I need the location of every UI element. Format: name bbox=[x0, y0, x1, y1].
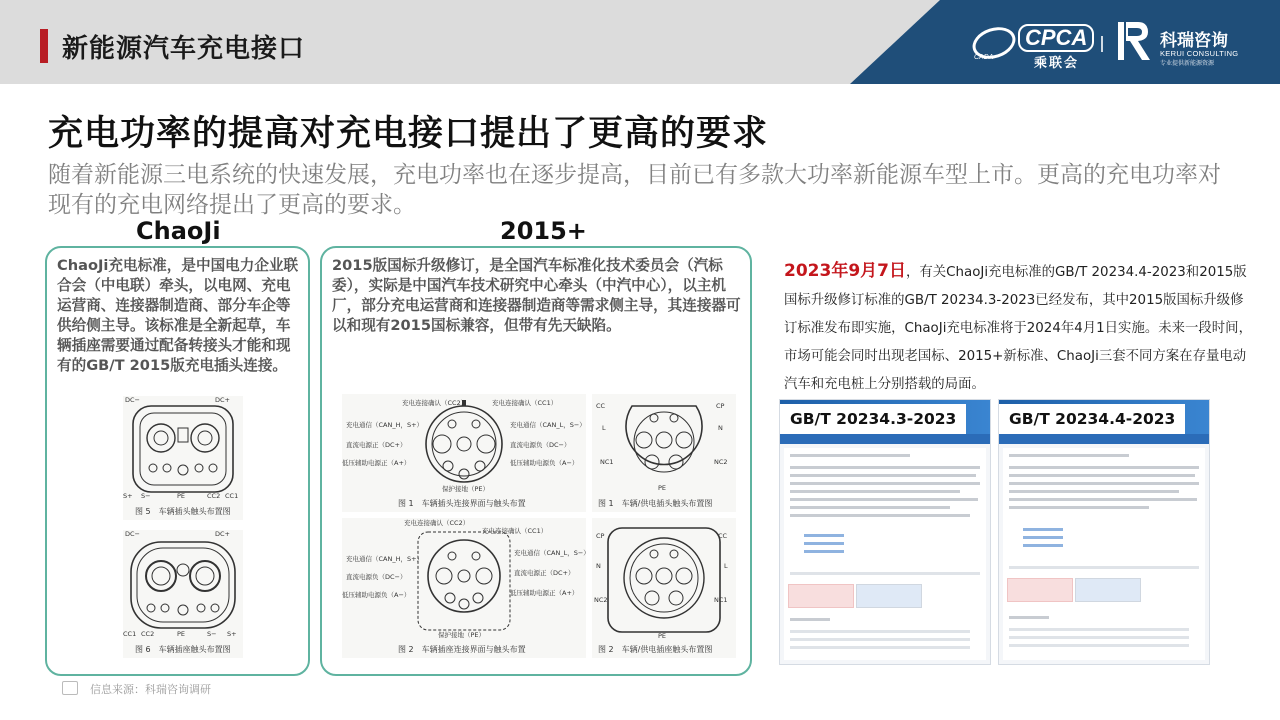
gb2015-dc-socket-diagram bbox=[342, 518, 590, 658]
chaoji-plug-diagram bbox=[123, 396, 243, 520]
gb-plug-label-apos: 低压辅助电源正（A+） bbox=[342, 459, 411, 467]
chaoji-plug-drawing bbox=[123, 396, 243, 500]
release-date: 2023年9月7日 bbox=[784, 261, 906, 281]
socket-pin-dcpos: DC+ bbox=[215, 530, 230, 538]
header-accent-bar bbox=[40, 29, 48, 63]
screenshot-nav bbox=[999, 434, 1209, 444]
gb-socket-label-cc2: 充电连接确认（CC2） bbox=[404, 519, 470, 527]
gb-plug-label-cc1: 充电连接确认（CC1） bbox=[492, 399, 558, 407]
gb2015-fig1-caption: 图 1 车辆插头连接界面与触头布置 bbox=[398, 499, 526, 508]
gb-plug-label-can-l: 充电通信（CAN_L，S−） bbox=[510, 421, 586, 429]
cpca-logo bbox=[972, 24, 1090, 71]
screenshot-body bbox=[1003, 448, 1205, 660]
chaoji-description: ChaoJi充电标准，是中国电力企业联合会（中电联）牵头，以电网、充电运营商、连接器制造商、部分车企等供给侧主导。该标准是全新起草，车辆插座需要通过配备转接头才能和现有的GB/T 2015版充电插头连接。 bbox=[57, 257, 299, 374]
plug-pin-cc1: CC1 bbox=[225, 492, 239, 500]
ac-plug-pin-pe: PE bbox=[658, 484, 667, 492]
screenshot-nav bbox=[780, 434, 990, 444]
standard-screenshot-3 bbox=[779, 399, 991, 665]
screenshot-tag-4: GB/T 20234.4-2023 bbox=[999, 404, 1185, 434]
gb2015-ac-plug-diagram bbox=[592, 394, 736, 512]
ac-socket-pin-nc1: NC1 bbox=[714, 596, 728, 604]
gb2015-fig3-caption: 图 1 车辆/供电插头触头布置图 bbox=[598, 499, 713, 508]
gb-socket-label-dcpos: 直流电源正（DC+） bbox=[514, 569, 575, 577]
gb-socket-label-pe: 保护接地（PE） bbox=[438, 631, 486, 639]
ac-plug-pin-cc: CC bbox=[596, 402, 606, 410]
ac-plug-pin-n: N bbox=[718, 424, 723, 432]
chaoji-fig6-caption: 图 6 车辆插座触头布置图 bbox=[135, 645, 231, 654]
plug-pin-dcpos: DC+ bbox=[215, 396, 230, 404]
ac-plug-pin-cp: CP bbox=[716, 402, 725, 410]
ac-socket-pin-cc: CC bbox=[718, 532, 728, 540]
kerui-logo-cn: 科瑞咨询 bbox=[1160, 31, 1228, 51]
header-bar bbox=[0, 0, 1280, 84]
gb-socket-label-aneg: 低压辅助电源负（A−） bbox=[342, 591, 411, 599]
gb-plug-label-cc2: 充电连接确认（CC2） bbox=[402, 399, 468, 407]
chaoji-card bbox=[45, 246, 310, 676]
screenshot-body bbox=[784, 448, 986, 660]
ac-socket-pin-pe: PE bbox=[658, 632, 667, 640]
ac-plug-pin-nc1: NC1 bbox=[600, 458, 614, 466]
gb2015-dc-plug-diagram bbox=[342, 394, 586, 512]
gb-socket-label-dcneg: 直流电源负（DC−） bbox=[346, 573, 407, 581]
socket-pin-dcneg: DC− bbox=[125, 530, 140, 538]
section-title: 新能源汽车充电接口 bbox=[62, 34, 306, 64]
ac-socket-pin-n: N bbox=[596, 562, 601, 570]
kerui-logo bbox=[1116, 20, 1246, 66]
logo-divider bbox=[1101, 36, 1103, 52]
gb2015-fig4-caption: 图 2 车辆/供电插座触头布置图 bbox=[598, 645, 713, 654]
gb2015-ac-plug-drawing bbox=[592, 394, 736, 494]
gb2015-fig2-caption: 图 2 车辆插座连接界面与触头布置 bbox=[398, 645, 526, 654]
gb2015-ac-socket-diagram bbox=[592, 518, 736, 658]
cpca-logo-text: CPCA bbox=[1018, 24, 1094, 52]
ac-socket-pin-l: L bbox=[724, 562, 728, 570]
chaoji-socket-drawing bbox=[123, 530, 243, 638]
ac-plug-pin-nc2: NC2 bbox=[714, 458, 728, 466]
socket-pin-splus: S+ bbox=[227, 630, 237, 638]
gb-socket-label-cc1: 充电连接确认（CC1） bbox=[482, 527, 548, 535]
plug-pin-splus: S+ bbox=[123, 492, 133, 500]
page-title: 充电功率的提高对充电接口提出了更高的要求 bbox=[48, 114, 769, 154]
cpca-logo-small: CADA bbox=[974, 54, 994, 61]
plug-pin-cc2: CC2 bbox=[207, 492, 221, 500]
source-note: 信息来源：科瑞咨询调研 bbox=[90, 683, 211, 696]
cpca-logo-cn: 乘联会 bbox=[1034, 56, 1080, 71]
gb-plug-label-dcpos: 直流电源正（DC+） bbox=[346, 441, 407, 449]
socket-pin-cc2: CC2 bbox=[141, 630, 155, 638]
standard-release-note bbox=[784, 257, 1254, 399]
gb-socket-label-apos: 低压辅助电源正（A+） bbox=[510, 589, 579, 597]
kerui-logo-sub: 专业提供新能源资源 bbox=[1160, 60, 1215, 67]
gb-socket-label-can-h: 充电通信（CAN_H，S+） bbox=[346, 555, 424, 563]
screenshot-tag-3: GB/T 20234.3-2023 bbox=[780, 404, 966, 434]
gb2015-dc-plug-drawing bbox=[342, 394, 586, 512]
standard-screenshot-4 bbox=[998, 399, 1210, 665]
chaoji-fig5-caption: 图 5 车辆插头触头布置图 bbox=[135, 507, 231, 516]
gb-socket-label-can-l: 充电通信（CAN_L，S−） bbox=[514, 549, 590, 557]
gb2015-ac-socket-drawing bbox=[592, 518, 736, 642]
kerui-logo-en: KERUI CONSULTING bbox=[1160, 49, 1239, 58]
gb-plug-label-dcneg: 直流电源负（DC−） bbox=[510, 441, 571, 449]
ac-socket-pin-nc2: NC2 bbox=[594, 596, 608, 604]
socket-pin-cc1: CC1 bbox=[123, 630, 137, 638]
kerui-k-icon bbox=[1116, 20, 1152, 62]
gb-plug-label-pe: 保护接地（PE） bbox=[442, 485, 490, 493]
socket-pin-sminus: S− bbox=[207, 630, 217, 638]
ac-socket-pin-cp: CP bbox=[596, 532, 605, 540]
gb-plug-label-aneg: 低压辅助电源负（A−） bbox=[510, 459, 579, 467]
gb2015-card bbox=[320, 246, 752, 676]
chaoji-socket-diagram bbox=[123, 530, 243, 658]
gb2015-label: 2015+ bbox=[500, 217, 587, 245]
ac-plug-pin-l: L bbox=[602, 424, 606, 432]
plug-pin-sminus: S− bbox=[141, 492, 151, 500]
chaoji-label: ChaoJi bbox=[136, 217, 221, 245]
socket-pin-pe: PE bbox=[177, 630, 186, 638]
gb2015-description: 2015版国标升级修订，是全国汽车标准化技术委员会（汽标委），实际是中国汽车技术研究中心牵头（中汽中心），以主机厂，部分充电运营商和连接器制造商等需求侧主导，其连接器可以和现有2015国标兼容，但带有先天缺陷。 bbox=[332, 257, 741, 334]
intro-paragraph: 随着新能源三电系统的快速发展，充电功率也在逐步提高，目前已有多款大功率新能源车型上市。更高的充电功率对现有的充电网络提出了更高的要求。 bbox=[48, 162, 1221, 218]
source-book-icon bbox=[62, 681, 78, 695]
release-note-text: ，有关ChaoJi充电标准的GB/T 20234.4-2023和2015版国标升级修订标准的GB/T 20234.3-2023已经发布，其中2015版国标升级修订标准发布即实施，ChaoJi充电标准将于2024年4月1日实施。未来一段时间，市场可能会同时出现老国标、2015+新标准、ChaoJi三套不同方案在存量电动汽车和充电桩上分别搭载的局面。 bbox=[784, 265, 1252, 392]
plug-pin-pe: PE bbox=[177, 492, 186, 500]
gb-plug-label-can-h: 充电通信（CAN_H，S+） bbox=[346, 421, 424, 429]
plug-pin-dcneg: DC− bbox=[125, 396, 140, 404]
